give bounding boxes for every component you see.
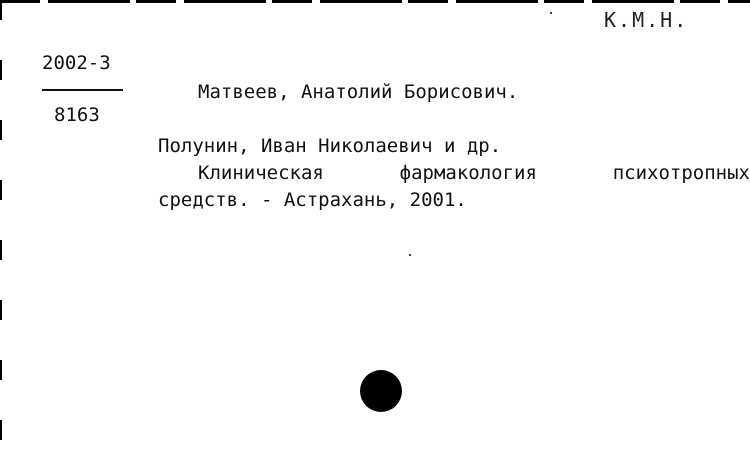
scan-speck xyxy=(550,12,552,14)
heading-author: Матвеев, Анатолий Борисович. xyxy=(198,81,519,103)
title-word-3: психотропных xyxy=(612,162,750,184)
call-number-divider xyxy=(42,89,123,91)
imprint-line: средств. - Астрахань, 2001. xyxy=(158,189,467,211)
scan-speck xyxy=(409,254,411,256)
title-word-1: Клиническая xyxy=(198,162,324,184)
call-number-bottom: 8163 xyxy=(54,104,100,126)
card-top-border xyxy=(0,0,750,3)
stamp-mark: К.М.Н. xyxy=(604,8,689,32)
card-left-edge xyxy=(0,0,2,450)
call-number-top: 2002-3 xyxy=(42,52,111,74)
card-punch-hole xyxy=(360,370,402,412)
title-line xyxy=(198,162,750,184)
authors-line: Полунин, Иван Николаевич и др. xyxy=(158,135,502,157)
title-word-2: фармакология xyxy=(399,162,537,184)
